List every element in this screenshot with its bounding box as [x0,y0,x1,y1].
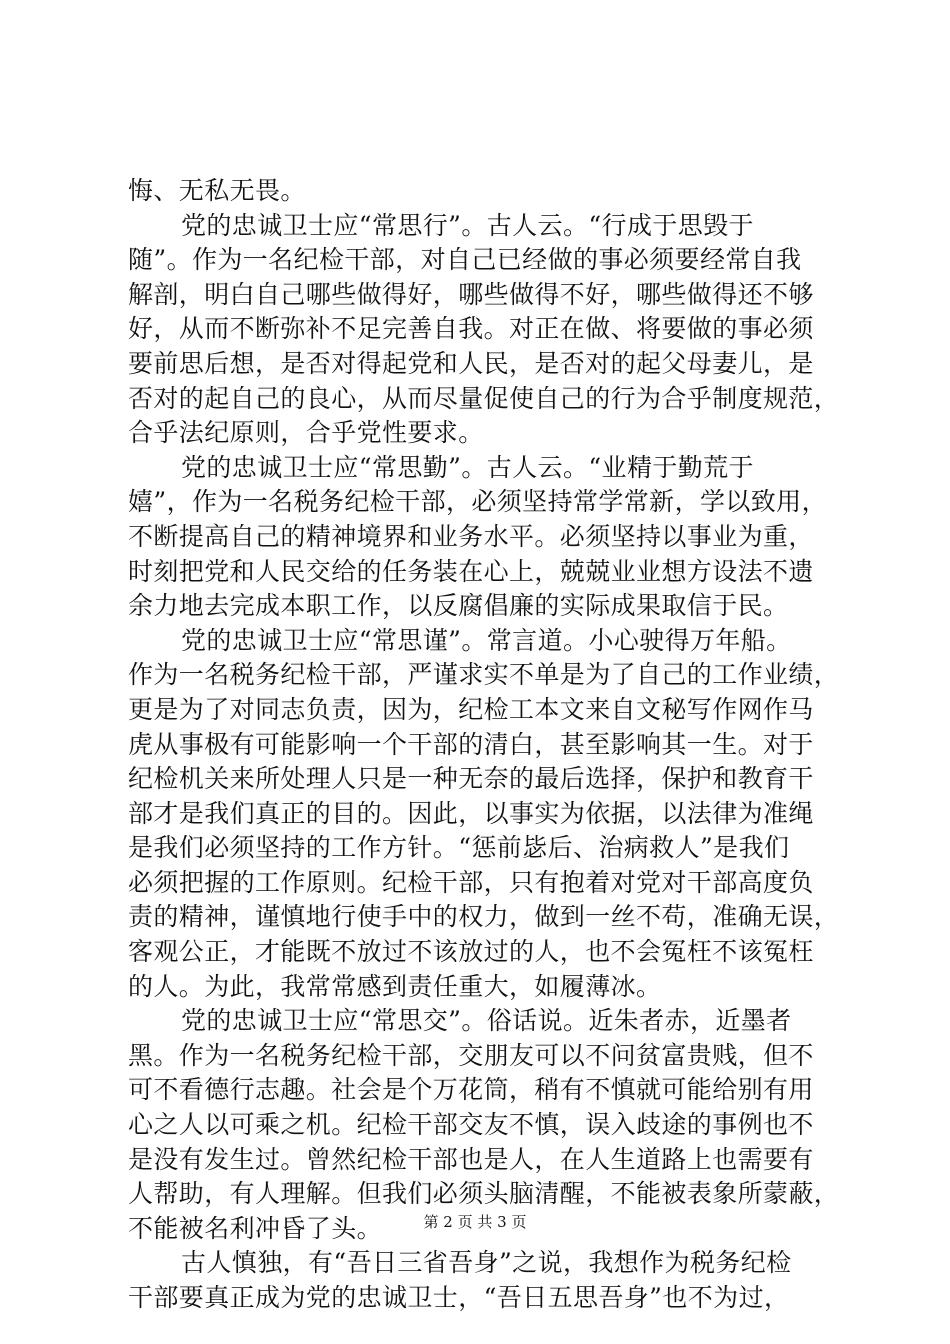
text-line: 虎从事极有可能影响一个干部的清白，甚至影响其一生。对于 [128,729,814,759]
text-line: 余力地去完成本职工作，以反腐倡廉的实际成果取信于民。 [128,591,789,621]
text-line: 好，从而不断弥补不足完善自我。对正在做、将要做的事必须 [128,314,814,344]
text-line: 纪检机关来所处理人只是一种无奈的最后选择，保护和教育干 [128,764,814,794]
paragraph-first-line: 党的忠诚卫士应“常思谨”。常言道。小心驶得万年船。 [181,625,792,655]
text-line: 责的精神，谨慎地行使手中的权力，做到一丝不苟，准确无误， [128,902,840,932]
text-line: 是我们必须坚持的工作方针。“惩前毖后、治病救人”是我们 [128,833,790,863]
paragraph-first-line: 古人慎独，有“吾日三省吾身”之说，我想作为税务纪检 [181,1248,792,1278]
text-line: 悔、无私无畏。 [128,176,306,205]
text-line: 是没有发生过。曾然纪检干部也是人，在人生道路上也需要有 [128,1144,814,1174]
text-line: 的人。为此，我常常感到责任重大，如履薄冰。 [128,971,662,1001]
text-line: 客观公正，才能既不放过不该放过的人，也不会冤枉不该冤枉 [128,937,814,967]
paragraph-first-line: 党的忠诚卫士应“常思勤”。古人云。“业精于勤荒于 [181,452,754,482]
text-line: 合乎法纪原则，合乎党性要求。 [128,418,484,448]
document-body [128,174,840,1316]
text-line: 黑。作为一名税务纪检干部，交朋友可以不问贫富贵贱，但不 [128,1040,814,1070]
text-line: 要前思后想，是否对得起党和人民，是否对的起父母妻儿，是 [128,348,814,378]
page-footer: 第 2 页 共 3 页 [423,1213,527,1231]
text-line: 作为一名税务纪检干部，严谨求实不单是为了自己的工作业绩， [128,660,840,690]
text-line: 否对的起自己的良心，从而尽量促使自己的行为合乎制度规范， [128,383,840,413]
text-line: 更是为了对同志负责，因为，纪检工本文来自文秘写作网作马 [128,694,814,724]
text-line: 可不看德行志趣。社会是个万花筒，稍有不慎就可能给别有用 [128,1075,814,1105]
text-line: 心之人以可乘之机。纪检干部交友不慎，误入歧途的事例也不 [128,1110,814,1140]
paragraph-first-line: 党的忠诚卫士应“常思交”。俗话说。近朱者赤，近墨者 [181,1006,792,1036]
text-line: 干部要真正成为党的忠诚卫士，“吾日五思吾身”也不为过， [128,1283,790,1312]
text-line: 时刻把党和人民交给的任务装在心上，兢兢业业想方设法不遗 [128,556,814,586]
text-line: 人帮助，有人理解。但我们必须头脑清醒，不能被表象所蒙蔽， [128,1179,840,1209]
text-line: 不断提高自己的精神境界和业务水平。必须坚持以事业为重， [128,521,814,551]
text-line: 不能被名利冲昏了头。 [128,1213,383,1243]
text-line: 解剖，明白自己哪些做得好，哪些做得不好，哪些做得还不够 [128,279,814,309]
text-line: 随”。作为一名纪检干部，对自己已经做的事必须要经常自我 [128,245,802,275]
text-line: 部才是我们真正的目的。因此，以事实为依据，以法律为准绳 [128,798,814,828]
text-line: 嬉”，作为一名税务纪检干部，必须坚持常学常新，学以致用， [128,487,827,517]
paragraph-first-line: 党的忠诚卫士应“常思行”。古人云。“行成于思毁于 [181,210,754,240]
text-line: 必须把握的工作原则。纪检干部，只有抱着对党对干部高度负 [128,867,814,897]
